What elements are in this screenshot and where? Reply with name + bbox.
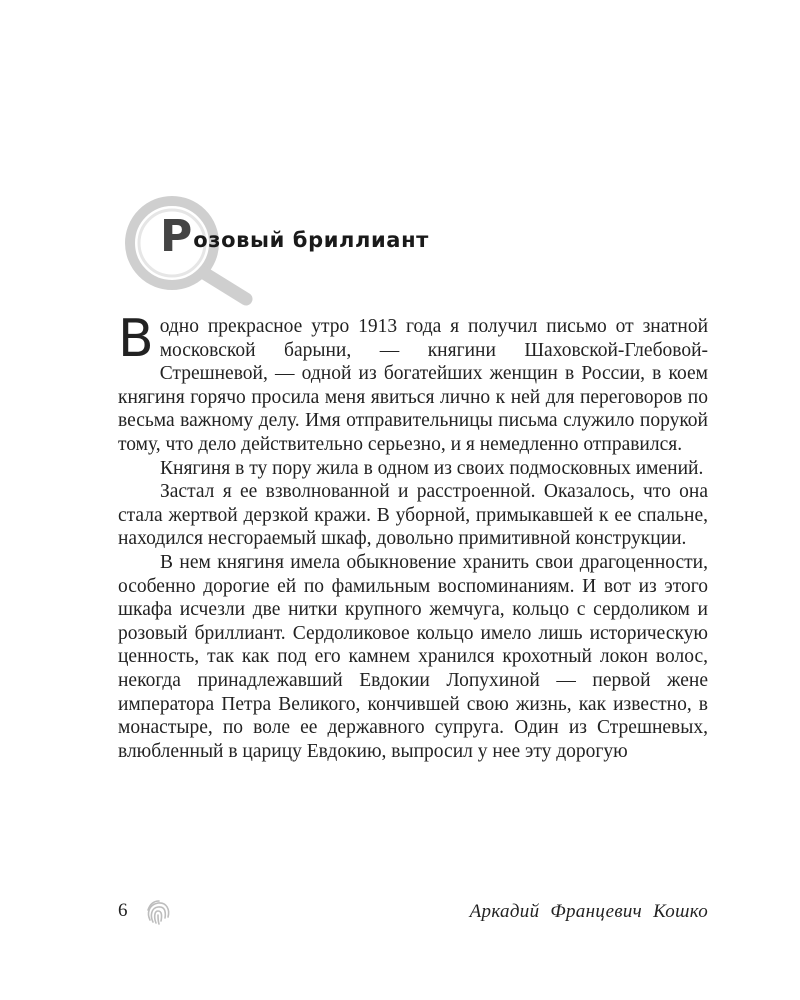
chapter-heading — [118, 193, 438, 308]
chapter-title-initial: Р — [160, 211, 194, 262]
chapter-title-text: озовый бриллиант — [193, 228, 429, 252]
paragraph — [118, 309, 708, 457]
body-text — [118, 309, 708, 763]
paragraph: Княгиня в ту пору жила в одном из своих подмосковных имений. — [160, 457, 704, 479]
paragraph: Застал я ее взволнованной и расстроенной. Оказалось, что она стала жертвой дерзкой кражи. В уборной, примыкавшей к ее спальне, находился несгораемый шкаф, довольно примитивной конструкции. — [118, 481, 708, 550]
paragraph: В нем княгиня имела обыкновение хранить свои драгоценности, особенно дорогие ей по фамильным воспоминаниям. И вот из этого шкафа исчезли две нитки крупного жемчуга, кольцо с сердоликом и розовый бриллиант. Сердоликовое кольцо имело лишь историческую ценность, так как под его камнем хранился крохотный локон волос, некогда принадлежавший Евдокии Лопухиной — первой жене императора Петра Великого, кончившей свою жизнь, как известно, в монастыре, по воле ее державного супруга. Один из Стрешневых, влюбленный в царицу Евдокию, выпросил у нее эту дорогую — [118, 551, 708, 762]
paragraph-text: одно прекрасное утро 1913 года я получил письмо от знатной московской барыни, — княгини Шаховской-Глебовой-Стрешневой, — одной из богатейших женщин в России, в коем княгиня горячо просила меня явиться лично к ней для переговоров по весьма важному делу. Имя отправительницы письма служило порукой тому, что дело действительно серьезно, и я немедленно отправился. — [118, 316, 708, 455]
fingerprint-icon — [144, 898, 172, 926]
page-number: 6 — [118, 900, 128, 921]
chapter-title — [160, 211, 429, 262]
drop-cap: В — [118, 309, 154, 369]
author-name: Аркадий Францевич Кошко — [469, 901, 708, 922]
page-footer — [118, 898, 708, 928]
